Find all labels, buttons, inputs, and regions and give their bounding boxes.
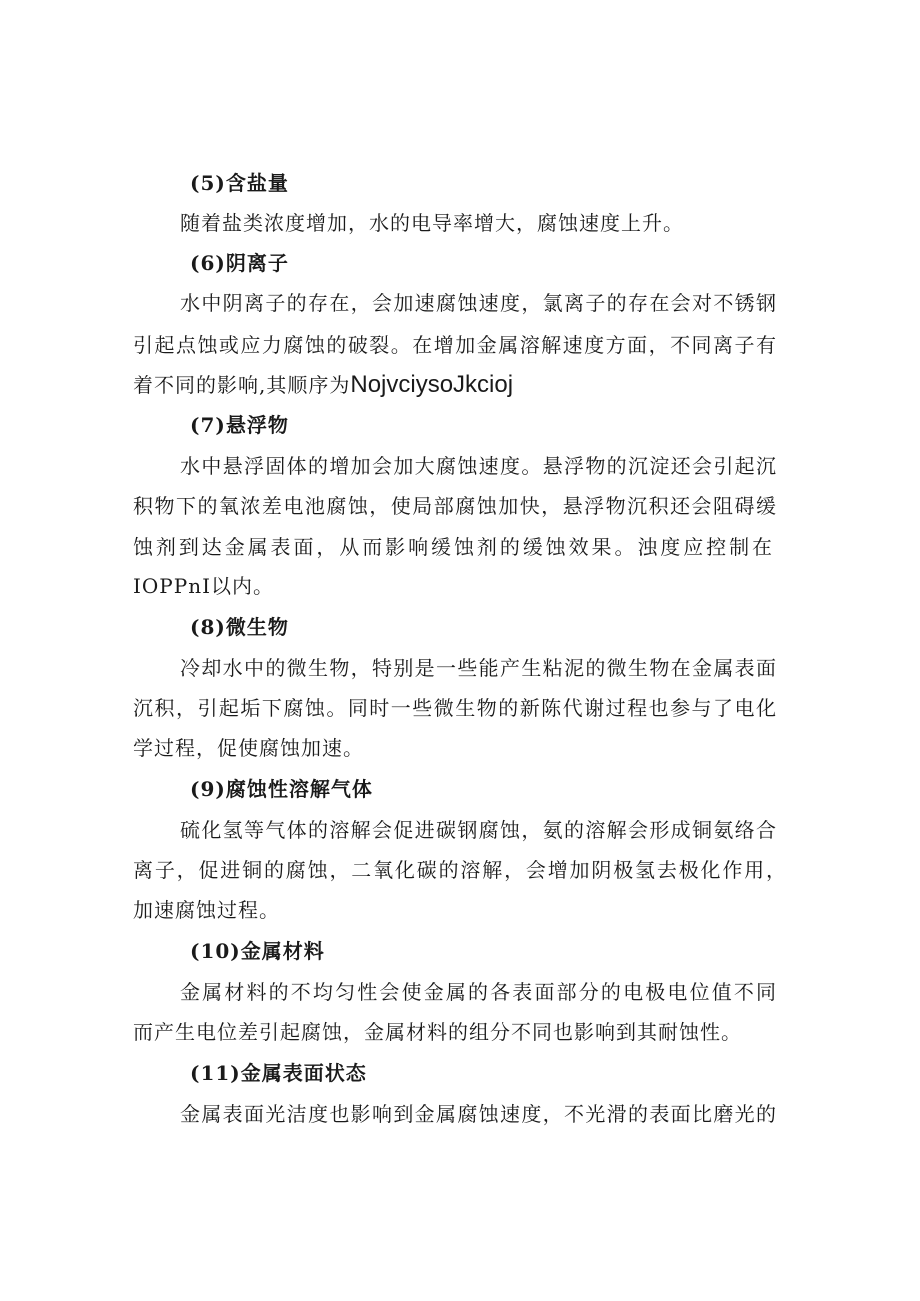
section-heading-corrosive-gases: (9)腐蚀性溶解气体	[190, 777, 373, 801]
paragraph-line: 学过程，促使腐蚀加速。	[133, 736, 364, 760]
section-heading-microorganisms: (8)微生物	[190, 615, 289, 639]
paragraph-line-with-formula	[133, 371, 793, 399]
paragraph-line: 硫化氢等气体的溶解会促进碳钢腐蚀，氨的溶解会形成铜氨络合	[180, 818, 777, 842]
paragraph-line: 随着盐类浓度增加，水的电导率增大，腐蚀速度上升。	[180, 211, 684, 235]
ion-order-formula: NojvciysoJkcioj	[350, 371, 514, 398]
section-heading-suspended-solids: (7)悬浮物	[190, 413, 289, 437]
paragraph-line: 冷却水中的微生物，特别是一些能产生粘泥的微生物在金属表面	[180, 656, 777, 680]
paragraph-line: 而产生电位差引起腐蚀，金属材料的组分不同也影响到其耐蚀性。	[133, 1020, 742, 1044]
paragraph-line: 积物下的氧浓差电池腐蚀，使局部腐蚀加快，悬浮物沉积还会阻碍缓	[133, 494, 777, 518]
paragraph-line: 金属表面光洁度也影响到金属腐蚀速度，不光滑的表面比磨光的	[180, 1102, 777, 1126]
section-heading-anions: (6)阴离子	[190, 251, 289, 275]
paragraph-line: 沉积，引起垢下腐蚀。同时一些微生物的新陈代谢过程也参与了电化	[133, 696, 777, 720]
paragraph-line: 引起点蚀或应力腐蚀的破裂。在增加金属溶解速度方面，不同离子有	[133, 333, 777, 357]
section-heading-metal-materials: (10)金属材料	[190, 939, 325, 963]
paragraph-text: 着不同的影响,其顺序为	[133, 373, 351, 397]
paragraph-line: 金属材料的不均匀性会使金属的各表面部分的电极电位值不同	[180, 980, 777, 1004]
paragraph-line: 水中阴离子的存在，会加速腐蚀速度，氯离子的存在会对不锈钢	[180, 291, 777, 315]
paragraph-line: 蚀剂到达金属表面，从而影响缓蚀剂的缓蚀效果。浊度应控制在	[133, 535, 773, 559]
paragraph-line: 加速腐蚀过程。	[133, 898, 280, 922]
section-heading-salt-content: (5)含盐量	[190, 171, 289, 195]
paragraph-line: IOPPnI以内。	[133, 574, 274, 598]
section-heading-metal-surface: (11)金属表面状态	[190, 1061, 367, 1085]
paragraph-line: 离子，促进铜的腐蚀，二氧化碳的溶解，会增加阴极氢去极化作用，	[133, 858, 787, 882]
paragraph-line: 水中悬浮固体的增加会加大腐蚀速度。悬浮物的沉淀还会引起沉	[180, 454, 777, 478]
